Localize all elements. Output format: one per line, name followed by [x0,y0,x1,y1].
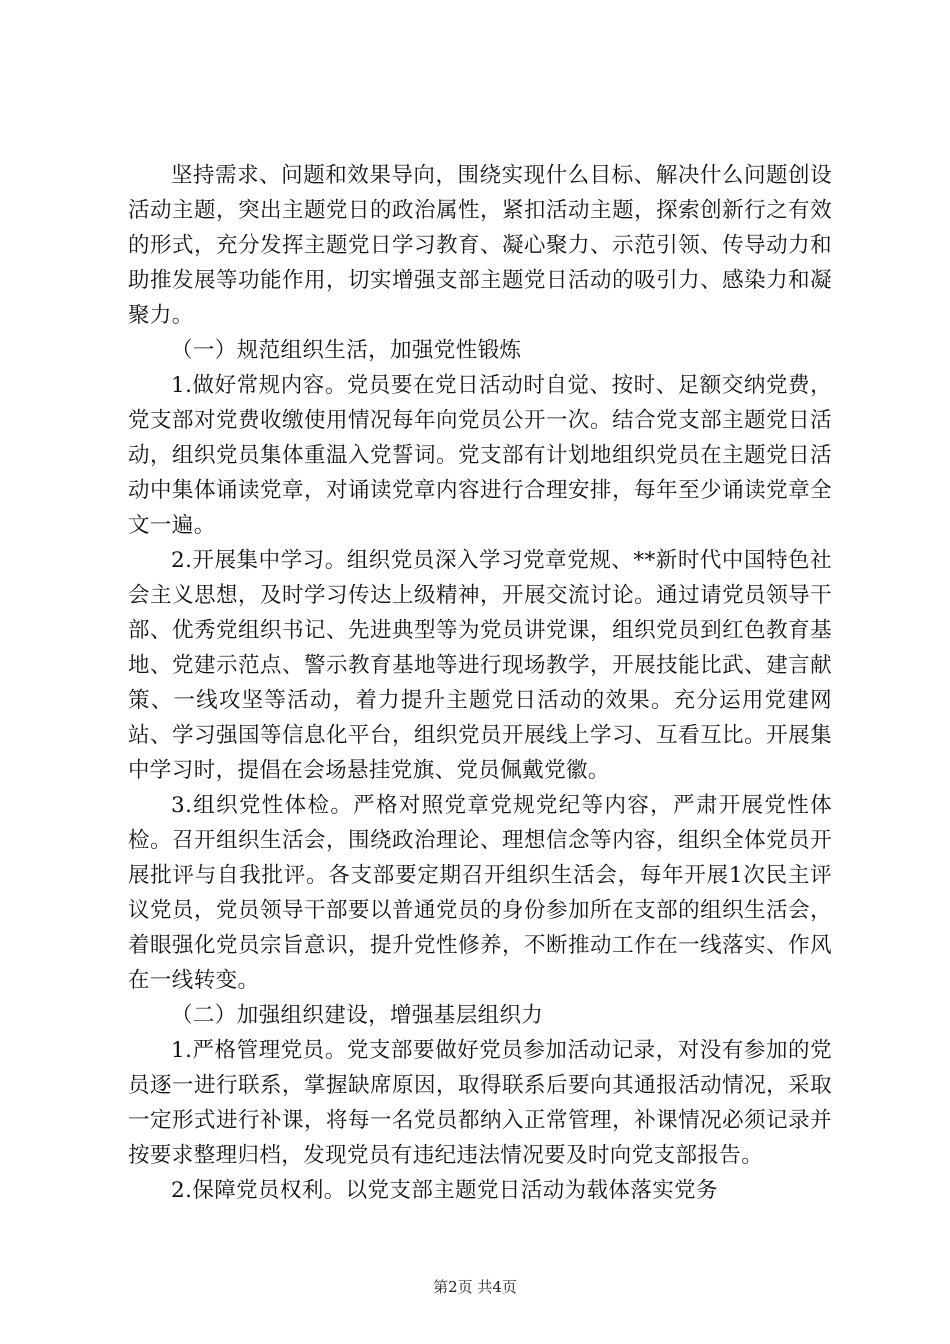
paragraph-member-rights: 2.保障党员权利。以党支部主题党日活动为载体落实党务 [171,1178,718,1203]
paragraph-routine-content: 1.做好常规内容。党员要在党日活动时自觉、按时、足额交纳党费，党支部对党费收缴使用情况每年向党员公开一次。结合党支部主题党日活动，组织党员集体重温入党誓词。党支部有计划地组织党员在主题党日活动中集体诵读党章，对诵读党章内容进行合理安排，每年至少诵读党章全文一遍。 [128,373,832,538]
section-heading-1: （一）规范组织生活，加强党性锻炼 [171,338,522,363]
page-number-footer: 第2页 共4页 [433,1278,517,1296]
section-heading-2: （二）加强组织建设，增强基层组织力 [171,1003,544,1028]
paragraph-centralized-study: 2.开展集中学习。组织党员深入学习党章党规、**新时代中国特色社会主义思想，及时学习传达上级精神，开展交流讨论。通过请党员领导干部、优秀党组织书记、先进典型等为党员讲党课，组织党员到红色教育基地、党建示范点、警示教育基地等进行现场教学，开展技能比武、建言献策、一线攻坚等活动，着力提升主题党日活动的效果。充分运用党建网站、学习强国等信息化平台，组织党员开展线上学习、互看互比。开展集中学习时，提倡在会场悬挂党旗、党员佩戴党徽。 [128,548,832,783]
paragraph-member-management: 1.严格管理党员。党支部要做好党员参加活动记录，对没有参加的党员逐一进行联系，掌握缺席原因，取得联系后要向其通报活动情况，采取一定形式进行补课，将每一名党员都纳入正常管理，补课情况必须记录并按要求整理归档，发现党员有违纪违法情况要及时向党支部报告。 [128,1038,832,1168]
intro-paragraph: 坚持需求、问题和效果导向，围绕实现什么目标、解决什么问题创设活动主题，突出主题党日的政治属性，紧扣活动主题，探索创新行之有效的形式，充分发挥主题党日学习教育、凝心聚力、示范引领、传导动力和助推发展等功能作用，切实增强支部主题党日活动的吸引力、感染力和凝聚力。 [128,163,832,328]
document-body [128,158,832,1208]
paragraph-party-spirit-check: 3.组织党性体检。严格对照党章党规党纪等内容，严肃开展党性体检。召开组织生活会，围绕政治理论、理想信念等内容，组织全体党员开展批评与自我批评。各支部要定期召开组织生活会，每年开展1次民主评议党员，党员领导干部要以普通党员的身份参加所在支部的组织生活会，着眼强化党员宗旨意识，提升党性修养，不断推动工作在一线落实、作风在一线转变。 [128,793,832,993]
